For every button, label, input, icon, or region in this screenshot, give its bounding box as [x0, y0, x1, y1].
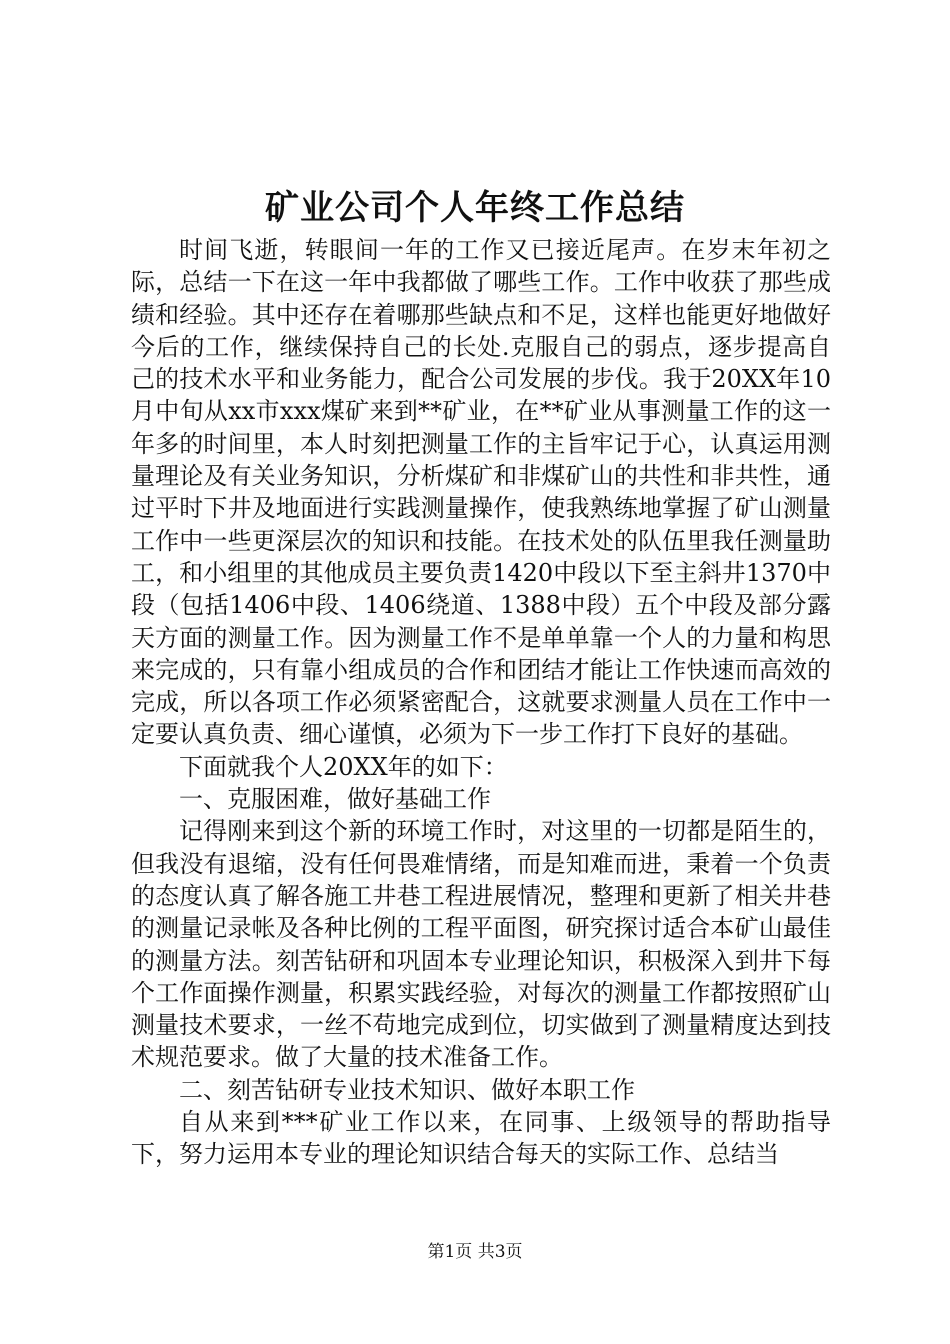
page-number-footer: 第1页 共3页 — [427, 1242, 523, 1262]
section-heading-1: 一、克服困难，做好基础工作 — [179, 785, 491, 814]
document-body — [131, 234, 831, 1171]
paragraph-section-1: 记得刚来到这个新的环境工作时，对这里的一切都是陌生的，但我没有退缩，没有任何畏难情绪，而是知难而进，秉着一个负责的态度认真了解各施工井巷工程进展情况，整理和更新了相关井巷的测量记录帐及各种比例的工程平面图，研究探讨适合本矿山最佳的测量方法。刻苦钻研和巩固本专业理论知识，积极深入到井下每个工作面操作测量，积累实践经验，对每次的测量工作都按照矿山测量技术要求，一丝不苟地完成到位，切实做到了测量精度达到技术规范要求。做了大量的技术准备工作。 — [131, 817, 831, 1072]
paragraph-intro: 时间飞逝，转眼间一年的工作又已接近尾声。在岁末年初之际，总结一下在这一年中我都做了哪些工作。工作中收获了那些成绩和经验。其中还存在着哪那些缺点和不足，这样也能更好地做好今后的工作，继续保持自己的长处.克服自己的弱点，逐步提高自己的技术水平和业务能力，配合公司发展的步伐。我于20XX年10月中旬从xx市xxx煤矿来到**矿业，在**矿业从事测量工作的这一年多的时间里，本人时刻把测量工作的主旨牢记于心，认真运用测量理论及有关业务知识，分析煤矿和非煤矿山的共性和非共性，通过平时下井及地面进行实践测量操作，使我熟练地掌握了矿山测量工作中一些更深层次的知识和技能。在技术处的队伍里我任测量助工，和小组里的其他成员主要负责1420中段以下至主斜井1370中段（包括1406中段、1406绕道、1388中段）五个中段及部分露天方面的测量工作。因为测量工作不是单单靠一个人的力量和构思来完成的，只有靠小组成员的合作和团结才能让工作快速而高效的完成，所以各项工作必须紧密配合，这就要求测量人员在工作中一定要认真负责、细心谨慎，必须为下一步工作打下良好的基础。 — [131, 236, 831, 749]
paragraph-section-2: 自从来到***矿业工作以来，在同事、上级领导的帮助指导下，努力运用本专业的理论知识结合每天的实际工作、总结当 — [131, 1108, 831, 1169]
document-title: 矿业公司个人年终工作总结 — [265, 188, 685, 228]
section-heading-2: 二、刻苦钻研专业技术知识、做好本职工作 — [179, 1075, 635, 1104]
paragraph-lead-in: 下面就我个人20XX年的如下： — [179, 752, 508, 781]
